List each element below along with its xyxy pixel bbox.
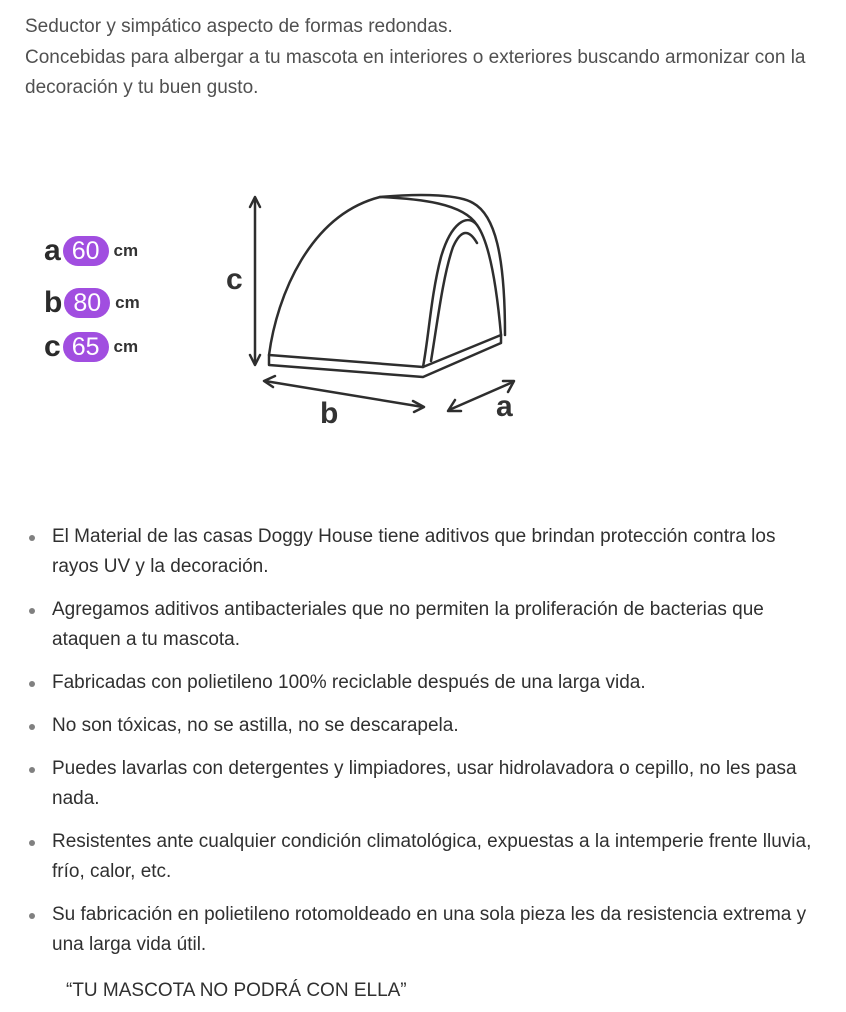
bullet-icon <box>29 608 35 614</box>
dimension-letter: a <box>44 234 61 267</box>
feature-text: El Material de las casas Doggy House tiene aditivos que brindan protección contra los rayos UV y la decoración. <box>52 526 776 577</box>
feature-text: No son tóxicas, no se astilla, no se descarapela. <box>52 715 459 736</box>
dimension-a <box>44 236 138 266</box>
dimension-letter: c <box>44 330 61 363</box>
feature-text: Agregamos aditivos antibacteriales que no permiten la proliferación de bacterias que ataquen a tu mascota. <box>52 599 764 650</box>
dimension-unit: cm <box>113 241 139 260</box>
dimension-value: 80 <box>73 289 102 317</box>
dimension-unit: cm <box>115 293 140 312</box>
feature-text: Su fabricación en polietileno rotomoldeado en una sola pieza les da resistencia extrema y una larga vida útil. <box>52 904 807 955</box>
bullet-icon <box>29 681 35 687</box>
intro-line: Seductor y simpático aspecto de formas redondas. <box>25 16 453 37</box>
doghouse-dimensions-diagram <box>205 185 535 435</box>
list-item <box>25 900 815 960</box>
bullet-icon <box>29 535 35 541</box>
dimension-pill <box>63 236 109 266</box>
bullet-icon <box>29 840 35 846</box>
height-label: c <box>226 263 243 296</box>
list-item <box>25 711 815 741</box>
list-item <box>25 522 815 582</box>
dimension-pill <box>63 332 109 362</box>
intro-line: Concebidas para albergar a tu mascota en interiores o exteriores buscando armonizar con la decoración y tu buen gusto. <box>25 46 806 98</box>
list-item <box>25 668 815 698</box>
depth-label: a <box>496 390 513 423</box>
bullet-icon <box>29 724 35 730</box>
intro-text <box>25 12 815 104</box>
feature-text: Puedes lavarlas con detergentes y limpiadores, usar hidrolavadora o cepillo, no les pasa nada. <box>52 758 797 809</box>
dimension-value: 60 <box>71 237 100 265</box>
dimension-value: 65 <box>71 333 100 361</box>
dimension-unit: cm <box>113 337 139 356</box>
dimension-letter: b <box>44 286 63 319</box>
dimension-pill <box>64 288 110 318</box>
doghouse-outline-icon <box>205 185 535 435</box>
feature-text: Resistentes ante cualquier condición climatológica, expuestas a la intemperie frente lluvia, frío, calor, etc. <box>52 831 812 882</box>
list-item <box>25 754 815 814</box>
bullet-icon <box>29 767 35 773</box>
list-item <box>25 827 815 887</box>
list-item <box>25 595 815 655</box>
bullet-icon <box>29 913 35 919</box>
dimension-b <box>44 288 140 318</box>
features-list <box>25 522 815 973</box>
length-label: b <box>320 397 339 430</box>
dimension-c <box>44 332 138 362</box>
feature-text: Fabricadas con polietileno 100% reciclable después de una larga vida. <box>52 672 646 693</box>
tagline: “TU MASCOTA NO PODRÁ CON ELLA” <box>66 980 407 1001</box>
